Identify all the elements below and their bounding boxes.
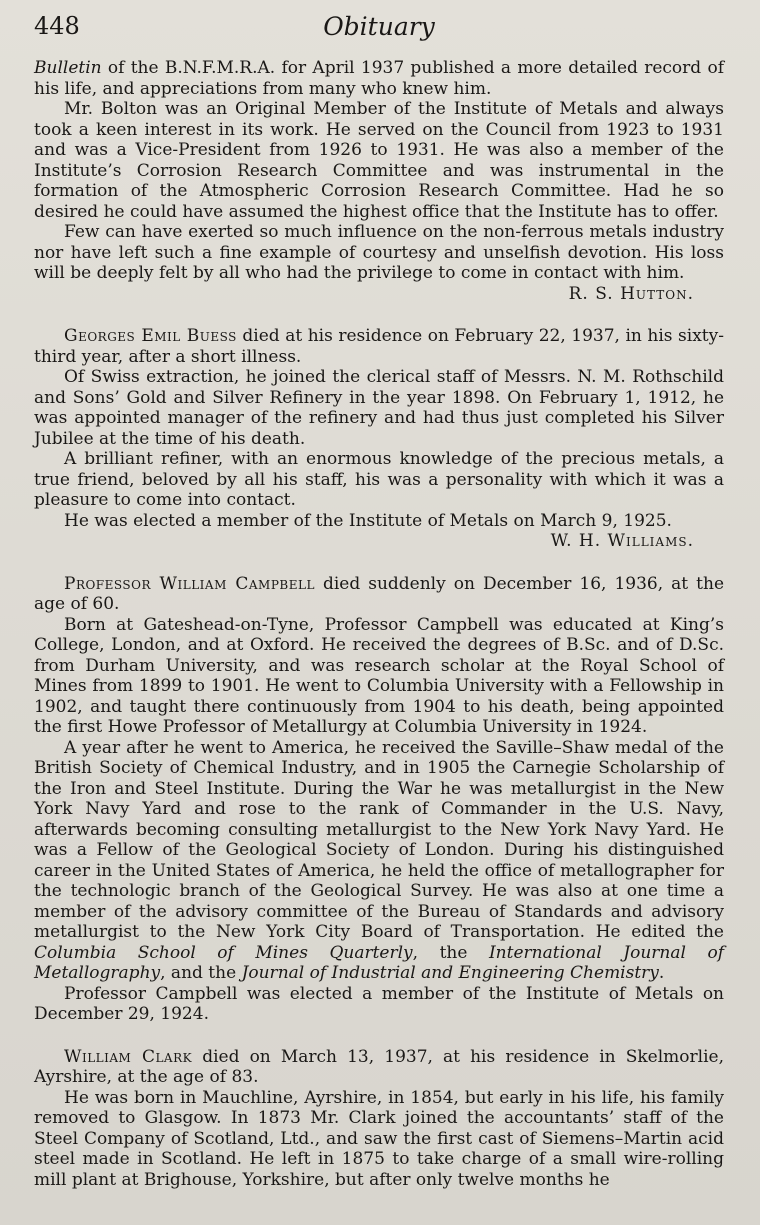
bulletin-title: Bulletin [34,58,102,78]
bolton-signature: R. S. Hutton. [568,283,694,304]
bolton-paragraph-1 [34,58,724,99]
campbell-paragraph-3-text: A year after he went to America, he received the Saville–Shaw medal of the British Society of Chemical Industry, and in 1905 the Carnegie Scholarship of the Iron and Steel Institute. During the War he was metallurgist in the New York Navy Yard and rose to the rank of Commander in the U.S. Navy, afterwards becoming consulting metallurgist to the New York Navy Yard. He was a Fellow of the Geological Society of London. During his distinguished career in the United States of America, he held the office of metallographer for the technologic branch of the Geological Survey. He was also at one time a member of the advisory committee of the Bureau of Standards and advisory metallurgist to the New York City Board of Transportation. He edited the [34,737,724,942]
journal-title: International Journal of Metallography [34,942,724,983]
running-title: Obituary [323,12,435,41]
buess-paragraph-4: He was elected a member of the Institute of Metals on March 9, 1925. [64,510,672,531]
section-gap [34,1025,724,1047]
clark-name: William Clark [64,1046,193,1067]
campbell-paragraph-4: Professor Campbell was elected a member of the Institute of Metals on December 29, 1924. [34,983,724,1024]
bolton-paragraph-2: Mr. Bolton was an Original Member of the Institute of Metals and always took a keen interest in its work. He served on the Council from 1923 to 1931 and was a Vice-President from 1926 to 1931. He was also a member of the Institute’s Corrosion Research Committee and was instrumental in the formation of the Atmospheric Corrosion Research Committee. Had he so desired he could have assumed the highest office that the Institute has to offer. [34,99,724,222]
campbell-paragraph-2: Born at Gateshead-on-Tyne, Professor Campbell was educated at King’s College, London, and at Oxford. He received the degrees of B.Sc. and of D.Sc. from Durham University, and was research scholar at the Royal School of Mines from 1899 to 1901. He went to Columbia University with a Fellowship in 1902, and taught there continuously from 1904 to his death, being appointed the first Howe Professor of Metallurgy at Columbia University in 1924. [34,614,724,737]
section-gap [34,552,724,574]
campbell-paragraph-1 [34,574,724,615]
campbell-name: Professor William Campbell [64,573,315,594]
buess-name: Georges Emil Buess [64,326,237,346]
buess-paragraph-3: A brilliant refiner, with an enormous knowledge of the precious metals, a true friend, beloved by all his staff, his was a personality with which it was a pleasure to come into contact. [34,449,724,510]
campbell-paragraph-1-text: died suddenly on December 16, 1936, at the age of 60. [34,573,724,614]
separator-text: . [658,963,665,983]
buess-paragraph-1-text: died at his residence on February 22, 1937, in his sixty-third year, after a short illness. [34,326,724,367]
clark-paragraph-1-text: died on March 13, 1937, at his residence in Skelmorlie, Ayrshire, at the age of 83. [34,1046,724,1087]
journal-title: Journal of Industrial and Engineering Chemistry [241,963,659,983]
clark-paragraph-1 [34,1047,724,1088]
bolton-paragraph-1-text: of the B.N.F.M.R.A. for April 1937 published a more detailed record of his life, and appreciations from many who knew him. [34,58,724,99]
separator-text: , the [412,942,489,963]
page-header [34,8,724,44]
campbell-paragraph-3 [34,738,724,984]
buess-signature: W. H. Williams. [550,531,694,551]
section-gap [34,304,724,326]
buess-paragraph-2: Of Swiss extraction, he joined the clerical staff of Messrs. N. M. Rothschild and Sons’ Gold and Silver Refinery in the year 1898. On February 1, 1912, he was appointed manager of the refinery and had thus just completed his Silver Jubilee at the time of his death. [34,367,724,449]
clark-paragraph-2: He was born in Mauchline, Ayrshire, in 1854, but early in his life, his family removed to Glasgow. In 1873 Mr. Clark joined the accountants’ staff of the Steel Company of Scotland, Ltd., and saw the first cast of Siemens–Martin acid steel made in Scotland. He left in 1875 to take charge of a small wire-rolling mill plant at Brighouse, Yorkshire, but after only twelve months he [34,1087,724,1190]
journal-title: Columbia School of Mines Quarterly [34,942,413,963]
page-number: 448 [34,12,80,40]
separator-text: , and the [160,963,242,983]
buess-paragraph-1 [34,326,724,367]
bolton-paragraph-3: Few can have exerted so much influence on the non-ferrous metals industry nor have left such a fine example of courtesy and unselfish devotion. His loss will be deeply felt by all who had the privilege to come in contact with him. [34,222,724,283]
page-body [34,58,724,1190]
